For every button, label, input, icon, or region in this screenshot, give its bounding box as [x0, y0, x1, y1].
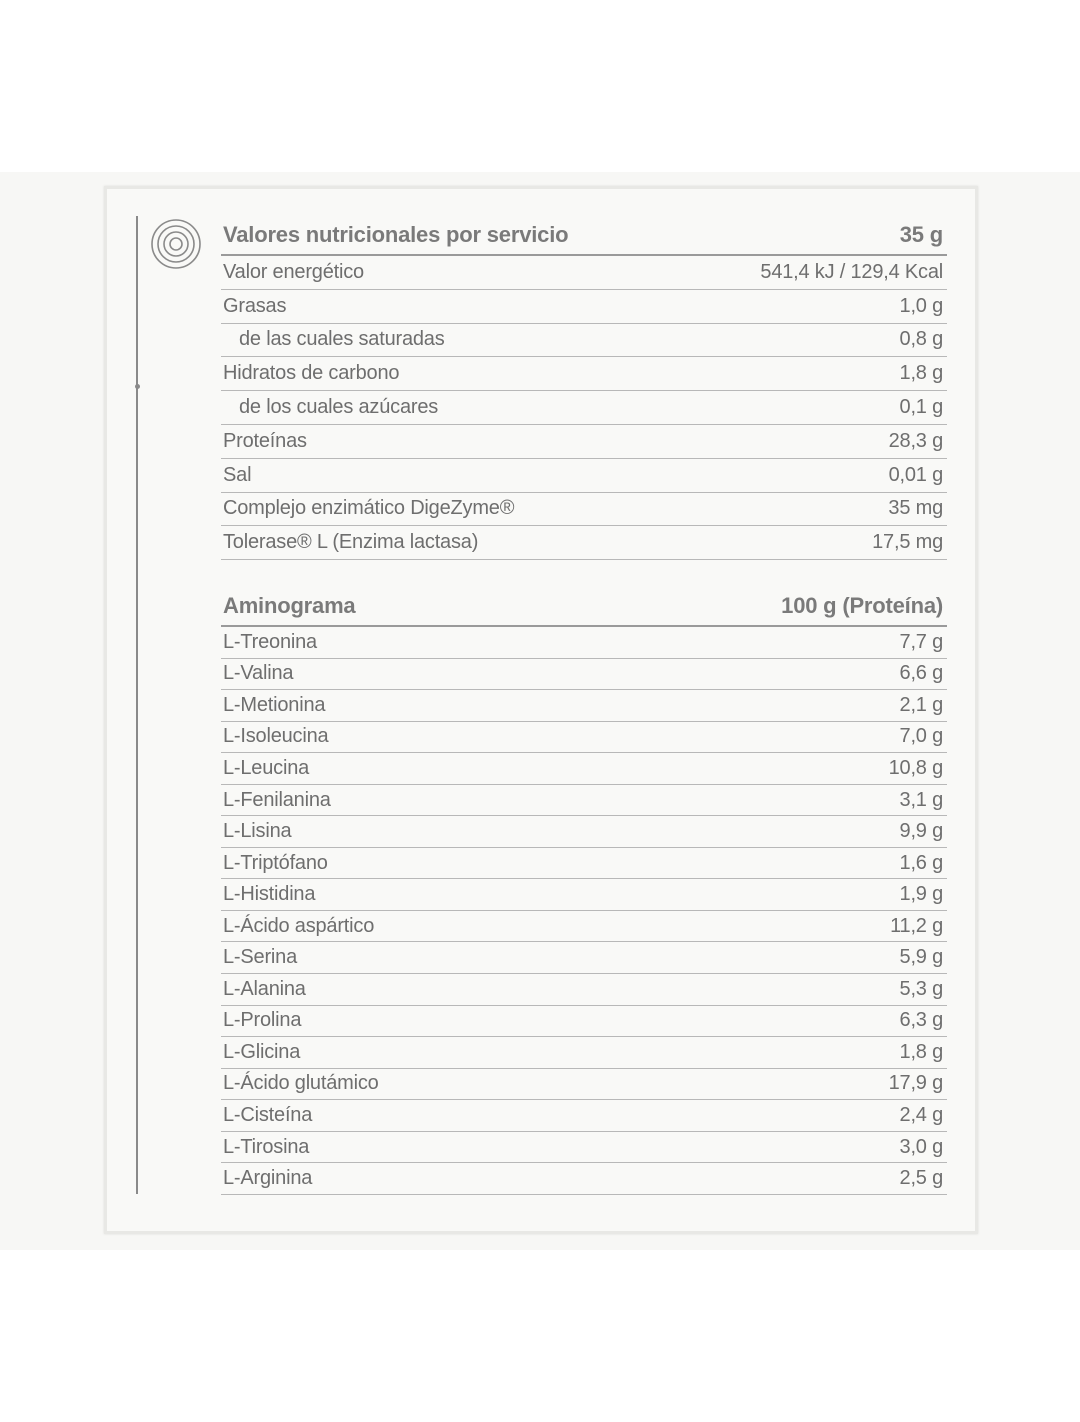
nutrition-row-value: 28,3 g — [888, 429, 943, 452]
aminoacid-row-value: 5,3 g — [899, 977, 943, 1000]
nutrition-row-value: 541,4 kJ / 129,4 Kcal — [760, 260, 943, 283]
aminoacid-row — [221, 1037, 947, 1069]
nutrition-row-value: 1,0 g — [899, 294, 943, 317]
aminoacid-row-label: L-Metionina — [223, 693, 326, 716]
aminoacid-row — [221, 816, 947, 848]
nutrition-row — [221, 493, 947, 527]
aminoacid-row-value: 2,4 g — [899, 1103, 943, 1126]
aminoacid-row-value: 1,9 g — [899, 883, 943, 906]
aminoacid-row-value: 9,9 g — [899, 820, 943, 843]
nutrition-row-label: Complejo enzimático DigeZyme® — [223, 497, 515, 520]
aminoacid-row-value: 6,3 g — [899, 1009, 943, 1032]
nutrition-row-label: Grasas — [223, 294, 287, 317]
aminoacid-row-label: L-Prolina — [223, 1009, 302, 1032]
aminoacid-row-label: L-Valina — [223, 662, 294, 685]
nutrition-row-value: 17,5 mg — [872, 531, 943, 554]
aminoacid-row-value: 10,8 g — [888, 756, 943, 779]
nutrition-row-value: 0,1 g — [899, 396, 943, 419]
aminoacid-row-value: 7,7 g — [899, 630, 943, 653]
nutrition-row — [221, 425, 947, 459]
aminoacid-row — [221, 1132, 947, 1164]
aminoacid-row-value: 1,8 g — [899, 1040, 943, 1063]
nutrition-row — [221, 357, 947, 391]
aminoacid-row-value: 1,6 g — [899, 851, 943, 874]
nutrition-row — [221, 526, 947, 560]
nutrition-row — [221, 391, 947, 425]
aminoacid-row-value: 6,6 g — [899, 662, 943, 685]
aminoacid-row — [221, 848, 947, 880]
nutrition-row-label: Sal — [223, 463, 252, 486]
aminoacid-row-value: 2,5 g — [899, 1167, 943, 1190]
nutrition-row — [221, 324, 947, 358]
nutrition-table — [221, 216, 947, 560]
aminoacid-row — [221, 659, 947, 691]
nutrition-row-label: Tolerase® L (Enzima lactasa) — [223, 531, 479, 554]
aminogram-table — [221, 586, 947, 1195]
aminoacid-row — [221, 879, 947, 911]
nutrition-header-label: Valores nutricionales por servicio — [223, 222, 569, 247]
aminoacid-row-value: 2,1 g — [899, 693, 943, 716]
aminoacid-row-label: L-Tirosina — [223, 1135, 310, 1158]
aminoacid-row-label: L-Ácido aspártico — [223, 914, 375, 937]
aminoacid-row-label: L-Fenilanina — [223, 788, 331, 811]
aminoacid-row-label: L-Cisteína — [223, 1103, 313, 1126]
nutrition-row-value: 0,01 g — [888, 463, 943, 486]
aminoacid-row — [221, 1100, 947, 1132]
nutrition-header-value: 35 g — [899, 222, 943, 247]
aminoacid-row — [221, 753, 947, 785]
aminoacid-row-value: 7,0 g — [899, 725, 943, 748]
aminogram-header-label: Aminograma — [223, 592, 356, 618]
aminoacid-row-label: L-Isoleucina — [223, 725, 329, 748]
aminoacid-row — [221, 1006, 947, 1038]
aminoacid-row-label: L-Histidina — [223, 883, 316, 906]
aminoacid-row-label: L-Ácido glutámico — [223, 1072, 379, 1095]
nutrition-row-value: 0,8 g — [899, 328, 943, 351]
aminoacid-row — [221, 627, 947, 659]
aminoacid-row — [221, 911, 947, 943]
nutrition-row-label: de los cuales azúcares — [239, 396, 439, 419]
left-divider-line — [136, 216, 138, 1194]
aminoacid-row-label: L-Glicina — [223, 1040, 301, 1063]
concentric-circles-icon — [150, 218, 202, 270]
nutrition-row-label: Proteínas — [223, 429, 307, 452]
nutrition-header-row — [221, 216, 947, 256]
aminoacid-row-value: 3,1 g — [899, 788, 943, 811]
nutrition-row — [221, 290, 947, 324]
aminoacid-row-label: L-Arginina — [223, 1167, 313, 1190]
divider-dot — [135, 384, 140, 389]
nutrition-row-label: de las cuales saturadas — [239, 328, 445, 351]
nutrition-row — [221, 459, 947, 493]
aminoacid-row-label: L-Serina — [223, 946, 297, 969]
nutrition-row-label: Hidratos de carbono — [223, 362, 400, 385]
aminoacid-row-value: 5,9 g — [899, 946, 943, 969]
aminoacid-row-label: L-Alanina — [223, 977, 306, 1000]
aminoacid-row — [221, 690, 947, 722]
nutrition-row-value: 35 mg — [888, 497, 943, 520]
aminoacid-row — [221, 1069, 947, 1101]
nutrition-row-label: Valor energético — [223, 260, 364, 283]
aminoacid-row-value: 17,9 g — [888, 1072, 943, 1095]
aminoacid-row-value: 3,0 g — [899, 1135, 943, 1158]
aminoacid-row — [221, 942, 947, 974]
aminoacid-row — [221, 974, 947, 1006]
aminoacid-row-label: L-Lisina — [223, 820, 292, 843]
aminoacid-row — [221, 1163, 947, 1195]
aminogram-header-row — [221, 586, 947, 627]
aminoacid-row-label: L-Leucina — [223, 756, 310, 779]
aminoacid-row — [221, 722, 947, 754]
aminoacid-row-label: L-Triptófano — [223, 851, 328, 874]
aminoacid-row-label: L-Treonina — [223, 630, 317, 653]
aminoacid-row — [221, 785, 947, 817]
aminogram-header-value: 100 g (Proteína) — [781, 592, 943, 618]
nutrition-row-value: 1,8 g — [899, 362, 943, 385]
nutrition-row — [221, 256, 947, 290]
aminoacid-row-value: 11,2 g — [890, 914, 943, 937]
